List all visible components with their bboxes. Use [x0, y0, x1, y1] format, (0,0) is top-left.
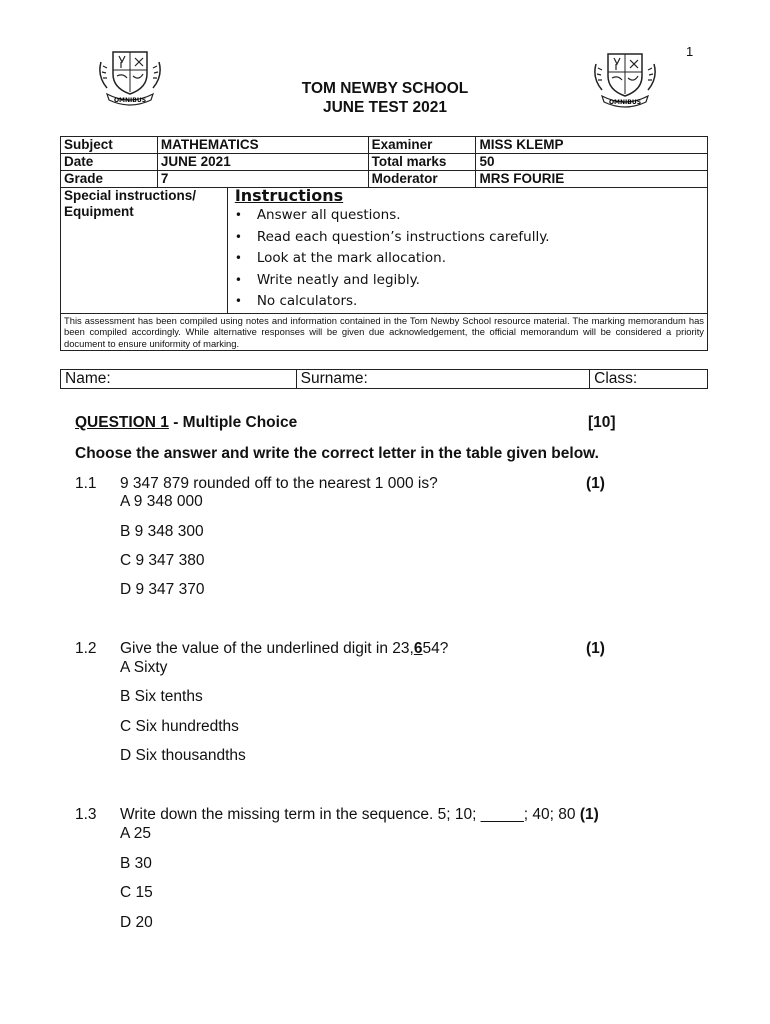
question-text-part: Give the value of the underlined digit in 23,: [120, 640, 414, 657]
answer-option: D 20: [120, 914, 153, 931]
answer-option: B 9 348 300: [120, 523, 204, 540]
instruction-item: • Read each question’s instructions carefully.: [235, 227, 704, 249]
instruction-item: • No calculators.: [235, 291, 704, 313]
answer-option: A 9 348 000: [120, 493, 203, 510]
answer-option: B 30: [120, 855, 152, 872]
grade-value: 7: [157, 171, 368, 188]
question-1-total: [10]: [588, 414, 616, 431]
answer-option: A Sixty: [120, 659, 168, 676]
page-number: 1: [686, 44, 694, 59]
moderator-value: MRS FOURIE: [476, 171, 708, 188]
instruction-item: • Answer all questions.: [235, 205, 704, 227]
svg-text:OMNIBUS: OMNIBUS: [113, 97, 147, 104]
name-field[interactable]: Name:: [61, 370, 297, 389]
question-text: 9 347 879 rounded off to the nearest 1 000 is?: [120, 475, 438, 492]
special-label-line-2: Equipment: [64, 204, 134, 219]
examiner-label: Examiner: [368, 137, 476, 154]
instruction-item: • Write neatly and legibly.: [235, 270, 704, 292]
question-1-instruction: Choose the answer and write the correct letter in the table given below.: [75, 445, 599, 462]
question-text: [120, 806, 599, 824]
question-mark: (1): [586, 475, 605, 492]
svg-text:OMNIBUS: OMNIBUS: [608, 99, 642, 106]
question-1-title: QUESTION 1: [75, 414, 169, 431]
test-title: JUNE TEST 2021: [322, 99, 448, 116]
special-instructions-label: [61, 188, 228, 314]
answer-option: B Six tenths: [120, 688, 203, 705]
total-marks-value: 50: [476, 154, 708, 171]
answer-option: C Six hundredths: [120, 718, 239, 735]
answer-option: D Six thousandths: [120, 747, 246, 764]
special-label-line-1: Special instructions/: [64, 188, 197, 203]
surname-field[interactable]: Surname:: [296, 370, 590, 389]
total-marks-label: Total marks: [368, 154, 476, 171]
question-mark: (1): [586, 640, 605, 657]
question-number: 1.3: [75, 806, 97, 823]
underlined-digit: 6: [413, 640, 423, 657]
answer-option: C 15: [120, 884, 153, 901]
question-1-subtitle: - Multiple Choice: [168, 414, 298, 431]
subject-label: Subject: [61, 137, 158, 154]
moderator-label: Moderator: [368, 171, 476, 188]
test-info-table: [60, 136, 708, 351]
examiner-value: MISS KLEMP: [476, 137, 708, 154]
class-field[interactable]: Class:: [590, 370, 708, 389]
instructions-list: [231, 205, 704, 313]
assessment-note: This assessment has been compiled using notes and information contained in the Tom Newby School resource material. The marking memorandum has been compiled accordingly. While alternative responses will be given due acknowledgement, the official memorandum will be considered a priority document to ensure uniformity of marking.: [61, 313, 708, 351]
question-text-part: 54?: [422, 640, 449, 657]
subject-value: MATHEMATICS: [157, 137, 368, 154]
date-value: JUNE 2021: [157, 154, 368, 171]
question-number: 1.1: [75, 475, 97, 492]
answer-option: C 9 347 380: [120, 552, 205, 569]
instructions-cell: [227, 188, 707, 314]
question-text: [120, 640, 448, 658]
grade-label: Grade: [61, 171, 158, 188]
date-label: Date: [61, 154, 158, 171]
answer-option: A 25: [120, 825, 152, 842]
instructions-title: Instructions: [234, 186, 344, 205]
question-mark: (1): [579, 806, 599, 823]
instruction-item: • Look at the mark allocation.: [235, 248, 704, 270]
student-details-bar: [60, 369, 708, 389]
question-text-part: Write down the missing term in the sequence. 5; 10; _____; 40; 80: [120, 806, 580, 823]
question-number: 1.2: [75, 640, 97, 657]
school-name: TOM NEWBY SCHOOL: [301, 80, 469, 97]
question-1-heading: [75, 414, 297, 432]
answer-option: D 9 347 370: [120, 581, 205, 598]
